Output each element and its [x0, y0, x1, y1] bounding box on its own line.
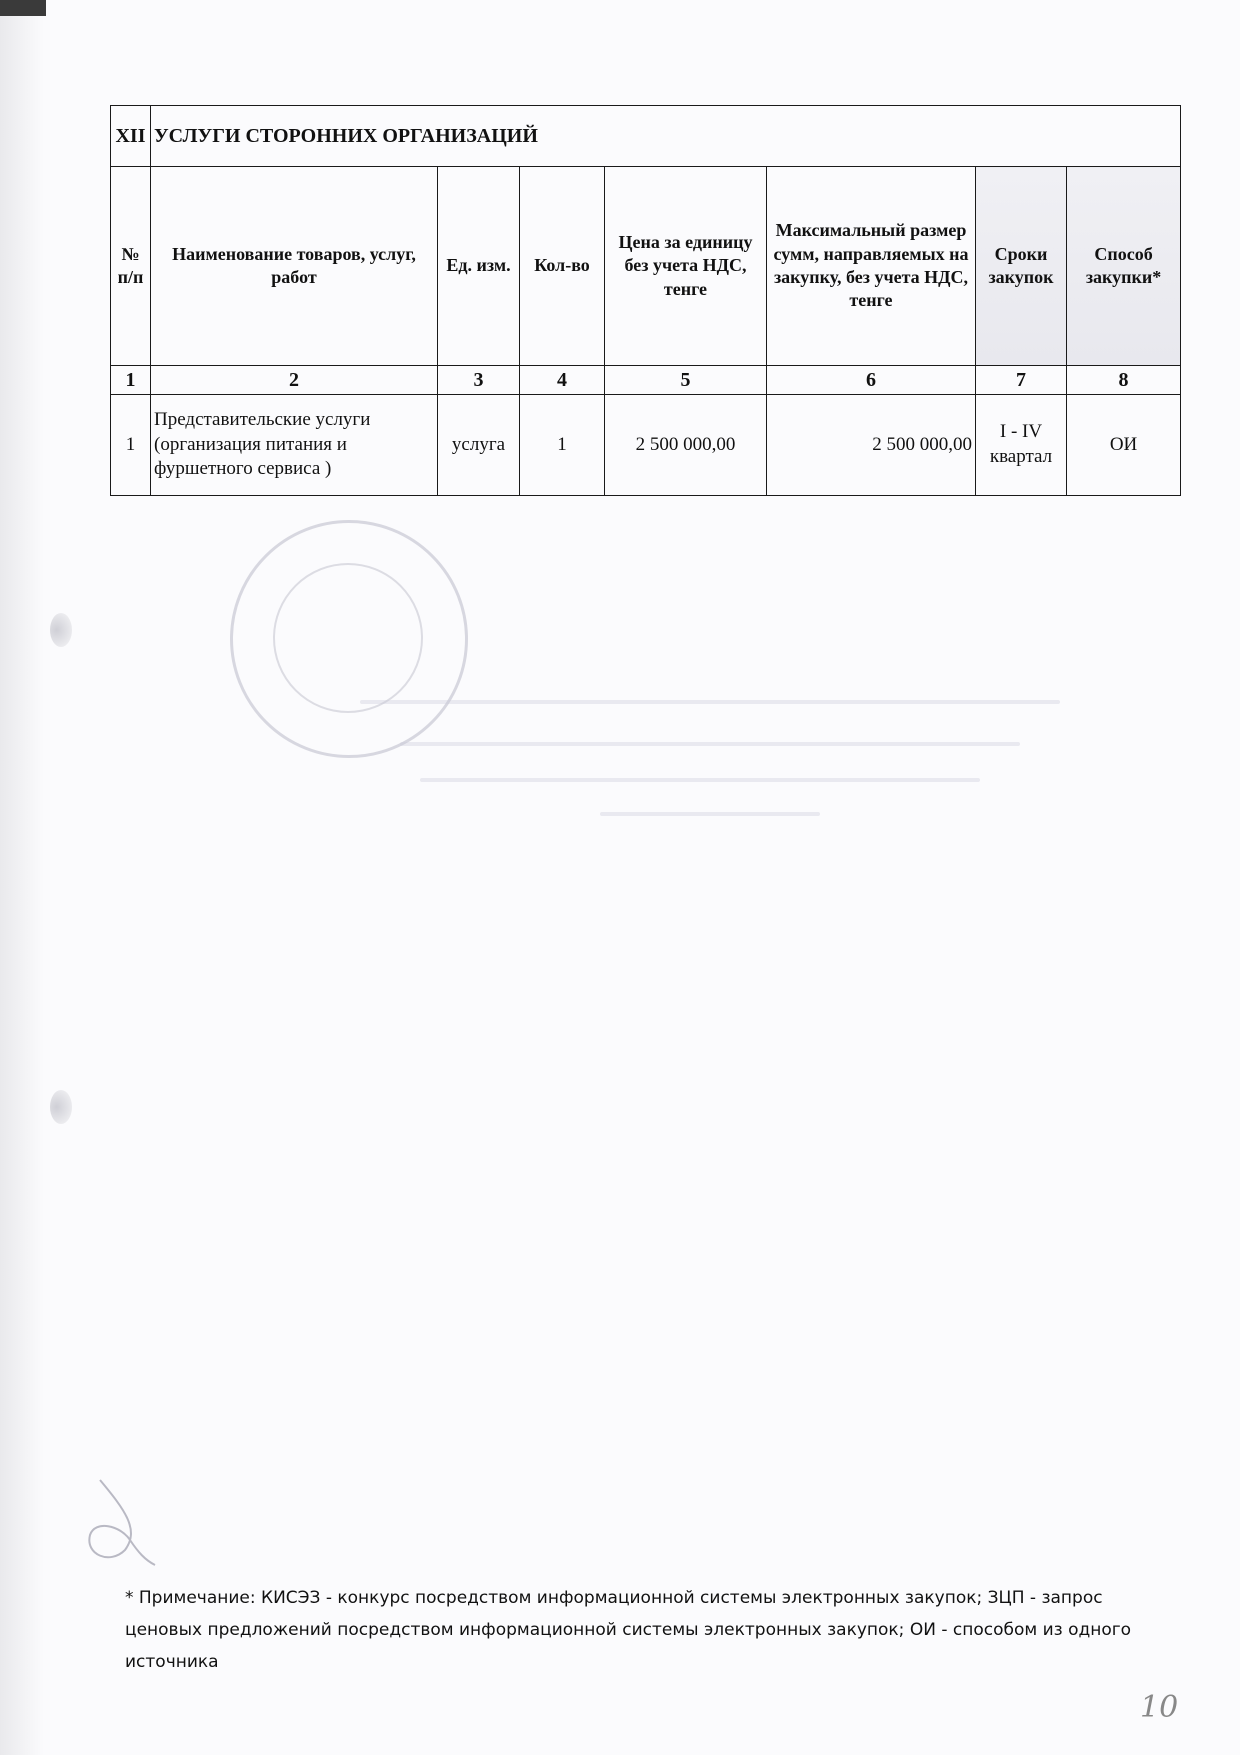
col-header-period: Сроки закупок [976, 167, 1067, 366]
cell-period: I - IV квартал [976, 395, 1067, 496]
cell-price: 2 500 000,00 [605, 395, 767, 496]
cell-num: 1 [111, 395, 151, 496]
col-header-name: Наименование товаров, услуг, работ [151, 167, 438, 366]
column-number: 8 [1067, 366, 1181, 395]
col-header-max-sum: Максимальный размер сумм, направляемых на закупку, без учета НДС, тенге [767, 167, 976, 366]
header-row [111, 167, 1181, 366]
bleed-through-line [600, 812, 820, 816]
col-header-num: № п/п [111, 167, 151, 366]
column-number: 5 [605, 366, 767, 395]
column-number-row [111, 366, 1181, 395]
procurement-table [110, 105, 1181, 496]
col-header-unit: Ед. изм. [438, 167, 520, 366]
section-title: УСЛУГИ СТОРОННИХ ОРГАНИЗАЦИЙ [151, 106, 1181, 167]
cell-max-sum: 2 500 000,00 [767, 395, 976, 496]
table-row [111, 395, 1181, 496]
cell-qty: 1 [520, 395, 605, 496]
faded-stamp [230, 520, 468, 758]
column-number: 2 [151, 366, 438, 395]
column-number: 1 [111, 366, 151, 395]
section-number: XII [111, 106, 151, 167]
page-left-edge [0, 0, 44, 1755]
column-number: 3 [438, 366, 520, 395]
column-number: 4 [520, 366, 605, 395]
footnote: * Примечание: КИСЭЗ - конкурс посредством информационной системы электронных закупок; ЗЦП - запрос ценовых предложений посредством информационной системы электронных закупок; ОИ - способом из одного источника [125, 1588, 1132, 1672]
scan-corner-shadow [0, 0, 46, 16]
column-number: 7 [976, 366, 1067, 395]
col-header-qty: Кол-во [520, 167, 605, 366]
punch-hole [50, 613, 72, 647]
col-header-method: Способ закупки* [1067, 167, 1181, 366]
faded-stamp-inner [273, 563, 423, 713]
col-header-price: Цена за единицу без учета НДС, тенге [605, 167, 767, 366]
bleed-through-line [420, 778, 980, 782]
page-number: 10 [1140, 1690, 1179, 1725]
cell-unit: услуга [438, 395, 520, 496]
column-number: 6 [767, 366, 976, 395]
signature-mark [70, 1470, 160, 1570]
bleed-through-line [400, 742, 1020, 746]
cell-method: ОИ [1067, 395, 1181, 496]
punch-hole [50, 1090, 72, 1124]
cell-name: Представительские услуги (организация питания и фуршетного сервиса ) [151, 395, 438, 496]
bleed-through-line [360, 700, 1060, 704]
section-row [111, 106, 1181, 167]
